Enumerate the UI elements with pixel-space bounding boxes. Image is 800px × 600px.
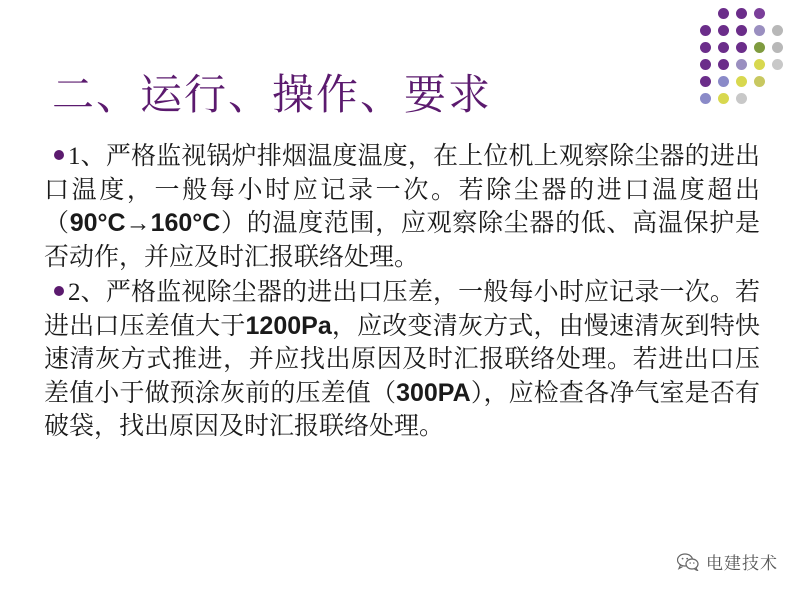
decorative-dot [772, 59, 783, 70]
bullet-dot-icon [54, 286, 64, 296]
decorative-dot [718, 59, 729, 70]
decorative-dot [700, 59, 711, 70]
footer-label: 电建技术 [706, 554, 778, 573]
decorative-dot [754, 8, 765, 19]
decorative-dot [718, 25, 729, 36]
paragraph-marker: 1、 [68, 143, 106, 170]
decorative-dot [754, 25, 765, 36]
paragraph-text: ）的温度范围，应观察除尘器的低、高温保护是否动作，并应及时汇报联络处理。 [44, 210, 760, 271]
decorative-dot [772, 25, 783, 36]
decorative-dot [736, 76, 747, 87]
emphasized-text: 90°C→160°C [69, 209, 221, 237]
decorative-dot [718, 42, 729, 53]
bullet-dot-icon [54, 150, 64, 160]
wechat-icon [677, 553, 699, 571]
decorative-dot [736, 59, 747, 70]
decorative-dot [718, 76, 729, 87]
paragraph-text: ），应检查各净气室是否有破袋，找出原因及时汇报联络处理。 [44, 379, 760, 440]
paragraph-text: 严格监视锅炉排烟温度温度，在上位机上观察除尘器的进出口温度，一般每小时应记录一次。若除尘器的进口温度超出（ [44, 143, 760, 237]
decorative-dot [700, 25, 711, 36]
body-content [44, 140, 760, 446]
footer-watermark [677, 549, 778, 574]
decorative-dot [700, 42, 711, 53]
decorative-dot [700, 93, 711, 104]
bullet-paragraph [44, 140, 760, 274]
decorative-dot [736, 8, 747, 19]
decorative-dot [736, 25, 747, 36]
decorative-dot [736, 42, 747, 53]
decorative-dot [718, 93, 729, 104]
decorative-dot [700, 76, 711, 87]
decorative-dot [754, 76, 765, 87]
paragraph-text: 严格监视除尘器的进出口压差，一般每小时应记录一次。若进出口压差值大于 [44, 279, 760, 340]
paragraph-text: ，应改变清灰方式，由慢速清灰到特快速清灰方式推进，并应找出原因及时汇报联络处理。若进出口压差值小于做预涂灰前的压差值（ [44, 312, 760, 407]
decorative-dot [718, 8, 729, 19]
emphasized-text: 1200Pa [245, 311, 332, 340]
decorative-dot [772, 42, 783, 53]
decorative-dot [754, 42, 765, 53]
page-title: 二、运行、操作、要求 [52, 73, 493, 119]
emphasized-text: 300PA [396, 378, 471, 407]
decorative-dot [736, 93, 747, 104]
bullet-paragraph [44, 276, 760, 444]
decorative-dot-grid [696, 8, 786, 118]
decorative-dot [754, 59, 765, 70]
paragraph-marker: 2、 [68, 279, 106, 306]
